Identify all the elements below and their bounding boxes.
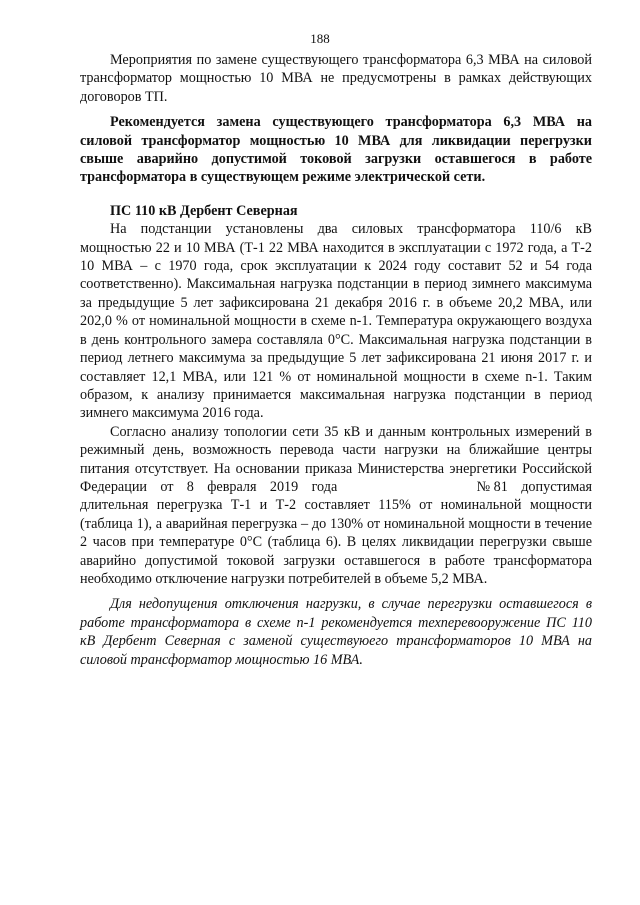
- section-heading: ПС 110 кВ Дербент Северная: [110, 202, 298, 219]
- document-body: [80, 51, 592, 669]
- page-number: 188: [310, 31, 330, 46]
- topology-text-start: Согласно анализу топологии сети 35 кВ и данным контрольных измерений в режимный день, возможность перевода части нагрузки на ближайшие центры питания отсутствует. На основании приказа Министерства энергетики Российской Федерации от 8 февраля 2019 года: [80, 423, 592, 495]
- paragraph-topology-analysis: [80, 423, 592, 589]
- paragraph-not-planned: Мероприятия по замене существующего трансформатора 6,3 МВА на силовой трансформатор мощностью 10 МВА не предусмотрены в рамках действующих договоров ТП.: [80, 52, 592, 105]
- order-number: № 81: [476, 478, 508, 495]
- paragraph-substation-description: На подстанции установлены два силовых трансформатора 110/6 кВ мощностью 22 и 10 МВА (Т-1 22 МВА находится в эксплуатации с 1972 года, а Т-2 10 МВА – с 1970 года, срок эксплуатации к 2024 году составит 52 и 54 года соответственно). Максимальная нагрузка подстанции в период зимнего максимума за предыдущие 5 лет зафиксирована 21 декабря 2016 г. в объеме 20,2 МВА, или 202,0 % от номинальной мощности в схеме n-1. Температура окружающего воздуха в день контрольного замера составляла 0°C. Максимальная нагрузка подстанции в период летнего максимума за предыдущие 5 лет зафиксирована 21 июня 2017 г. и составляет 12,1 МВА, или 121 % от номинальной мощности в схеме n-1. Таким образом, к анализу принимается максимальная нагрузка подстанции в период зимнего максимума 2016 года.: [80, 221, 592, 422]
- paragraph-recommendation-italic: Для недопущения отключения нагрузки, в случае перегрузки оставшегося в работе трансформатора в схеме n-1 рекомендуется техперевооружение ПС 110 кВ Дербент Северная с заменой существуюего трансформаторов 10 МВА на силовой трансформатор мощностью 16 МВА.: [80, 596, 592, 668]
- topology-text-end: допустимая длительная перегрузка Т-1 и Т-2 составляет 115% от номинальной мощности (таблица 1), а аварийная перегрузка – до 130% от номинальной мощности в течение 2 часов при температуре 0°C (таблица 6). В целях ликвидации перегрузки свыше аварийно допустимой токовой загрузки оставшегося в работе трансформатора необходимо отключение нагрузки потребителей в объеме 5,2 МВА.: [80, 478, 593, 587]
- paragraph-recommendation-bold: Рекомендуется замена существующего трансформатора 6,3 МВА на силовой трансформатор мощностью 10 МВА для ликвидации перегрузки свыше аварийно допустимой токовой загрузки оставшегося в работе трансформатора в существующем режиме электрической сети.: [80, 114, 592, 186]
